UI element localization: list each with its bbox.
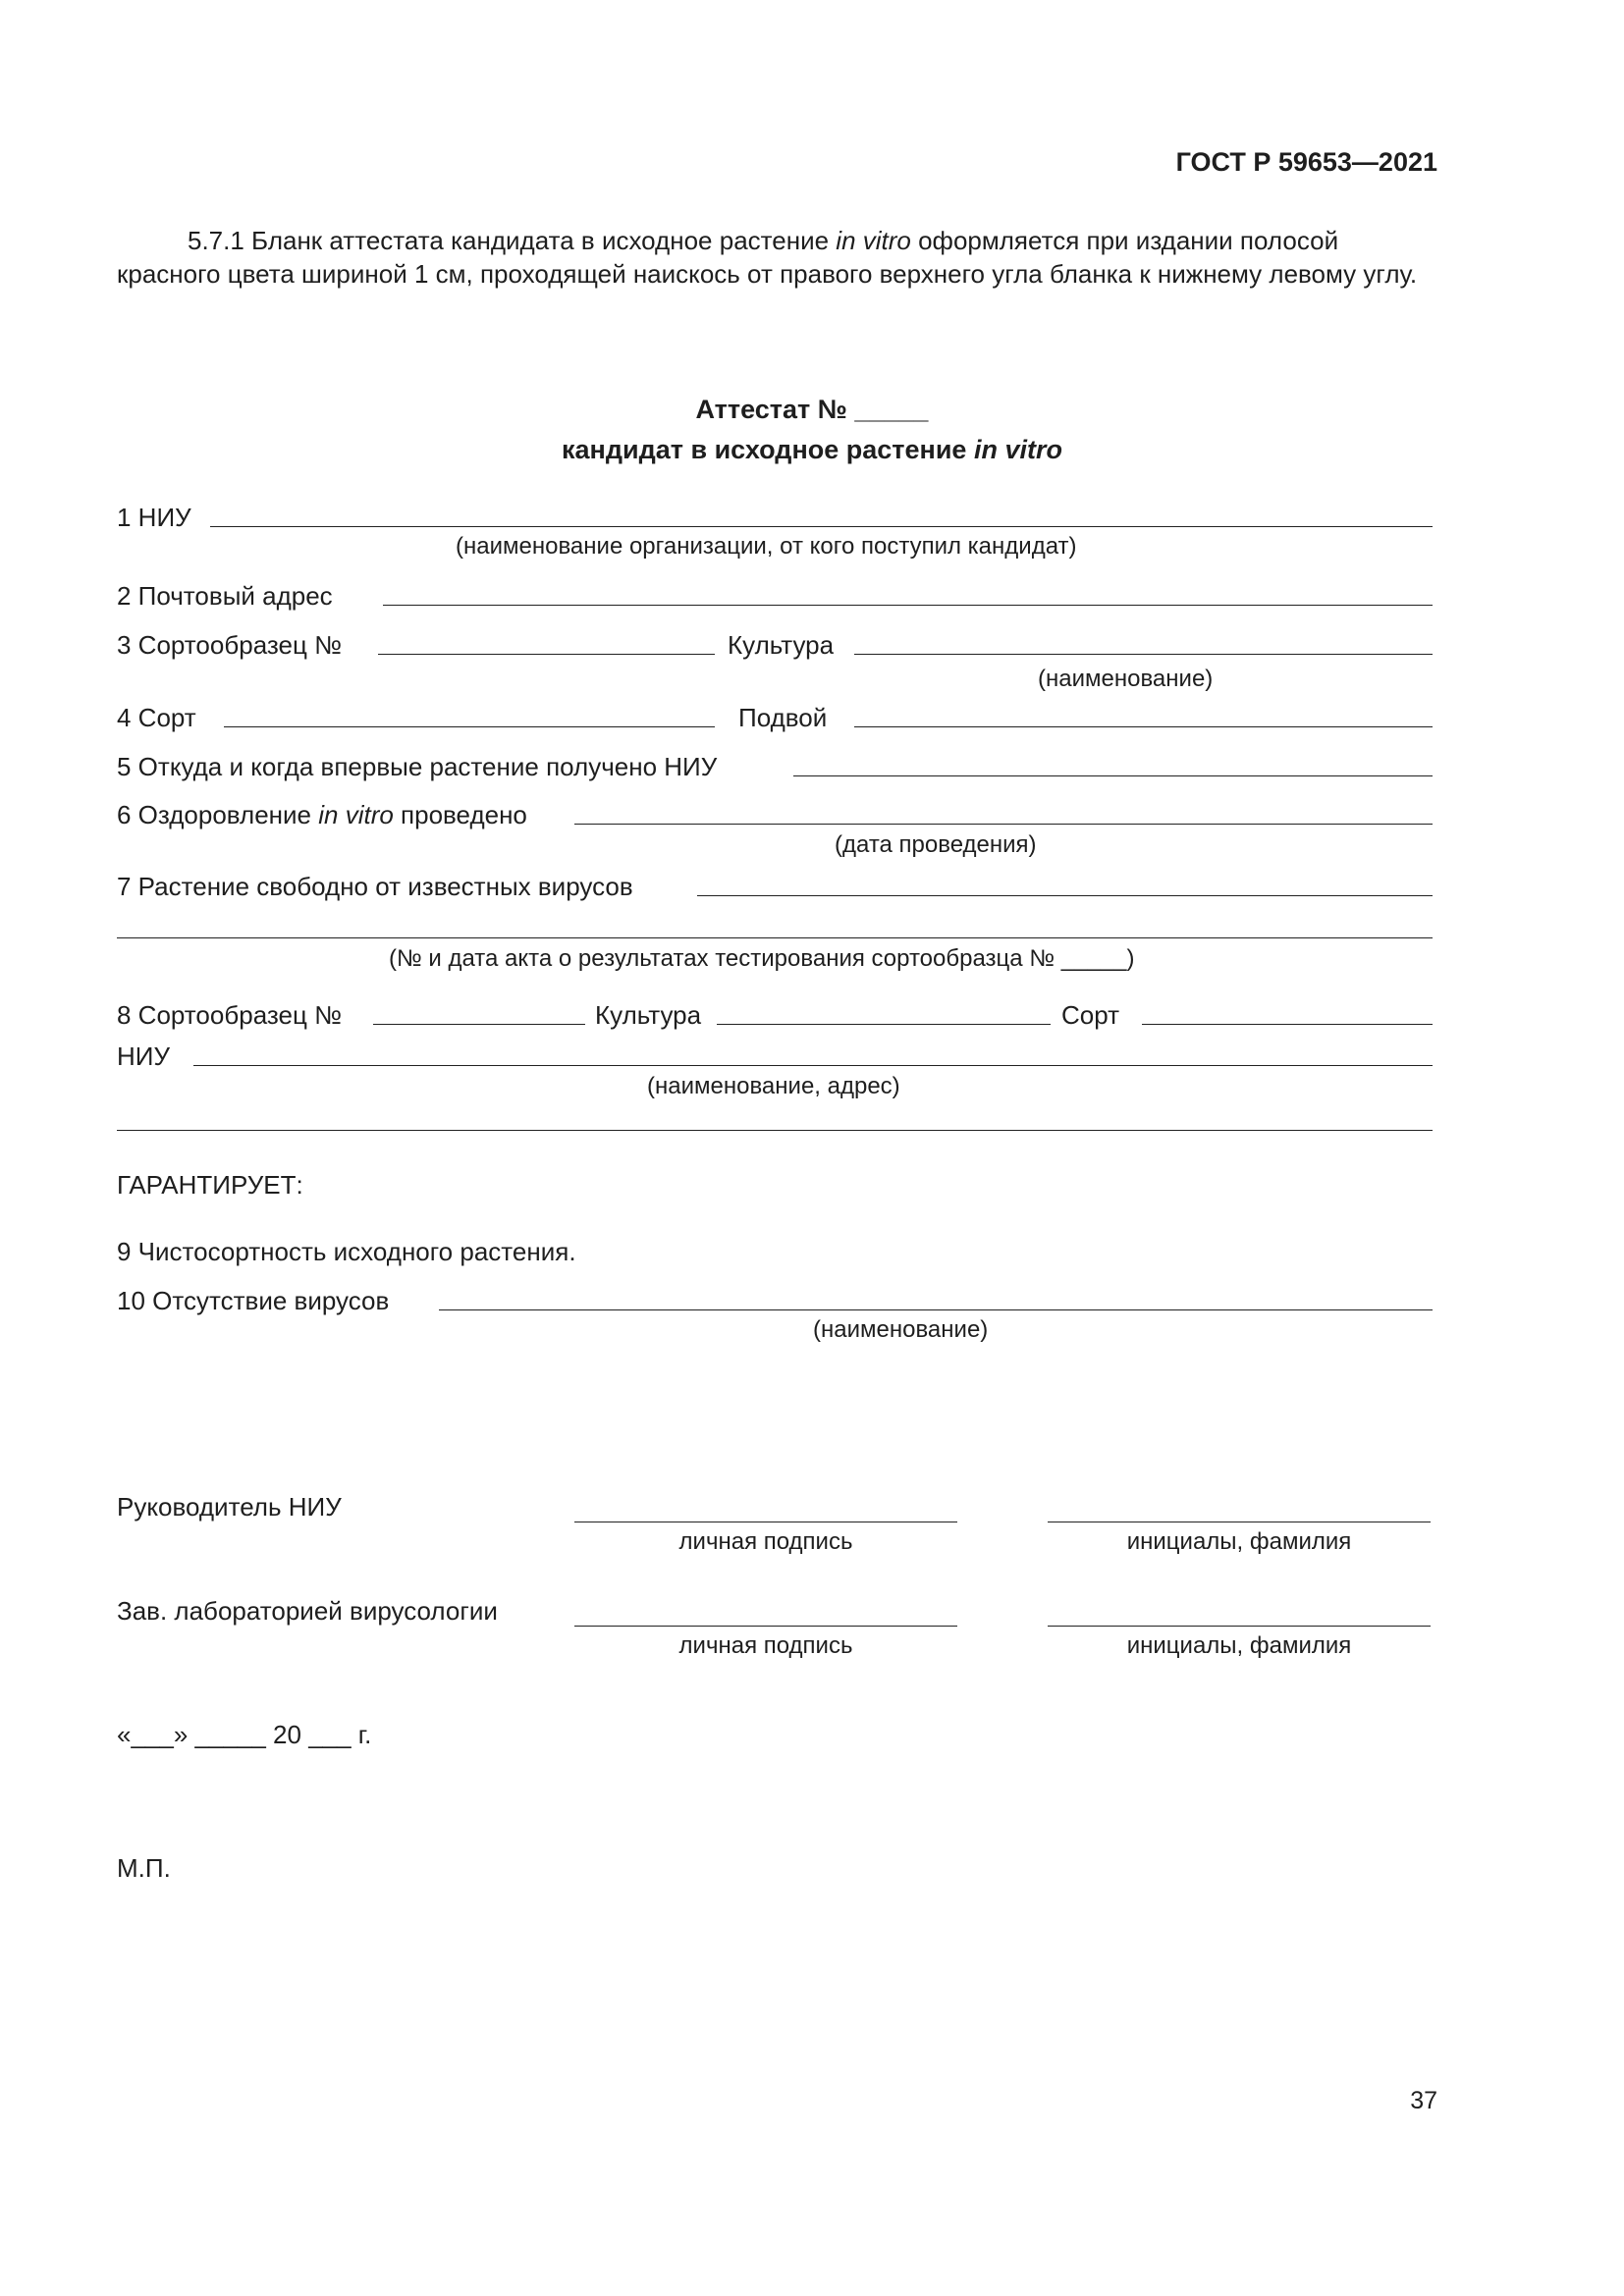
- signature-role-lab: Зав. лабораторией вирусологии: [117, 1596, 498, 1626]
- guarantee-heading: ГАРАНТИРУЕТ:: [117, 1170, 303, 1200]
- form-title: Аттестат № _____: [695, 395, 929, 424]
- intro-paragraph: 5.7.1 Бланк аттестата кандидата в исходное растение in vitro оформляется при издании полосой красного цвета шириной 1 см, проходящей наискось от правого верхнего угла бланка к нижнему левому углу.: [117, 226, 1418, 289]
- signature-caption-lab: личная подпись: [678, 1632, 853, 1659]
- name-caption-lab: инициалы, фамилия: [1126, 1632, 1352, 1659]
- name-caption-head: инициалы, фамилия: [1126, 1528, 1352, 1555]
- field-8-extra-line[interactable]: [117, 1130, 1433, 1131]
- field-4-rootstock-label: Подвой: [738, 703, 828, 732]
- field-3-label: 3 Сортообразец №: [117, 630, 342, 660]
- form-subtitle: кандидат в исходное растение in vitro: [562, 435, 1062, 464]
- field-4-rootstock-line[interactable]: [854, 726, 1433, 727]
- field-7-caption: (№ и дата акта о результатах тестирования сортообразца № _____): [389, 945, 1135, 972]
- name-line-lab[interactable]: [1048, 1626, 1431, 1627]
- field-5-label: 5 Откуда и когда впервые растение получено НИУ: [117, 752, 718, 781]
- field-8-niu-line[interactable]: [193, 1065, 1433, 1066]
- field-3-culture-line[interactable]: [854, 654, 1433, 655]
- field-7-label: 7 Растение свободно от известных вирусов: [117, 872, 633, 901]
- field-10-line[interactable]: [439, 1309, 1433, 1310]
- field-1-label: 1 НИУ: [117, 503, 191, 532]
- stamp-mark: М.П.: [117, 1853, 171, 1883]
- field-3-culture-label: Культура: [728, 630, 835, 660]
- field-8-number-line[interactable]: [373, 1024, 585, 1025]
- field-5-line[interactable]: [793, 775, 1433, 776]
- field-7-extra-line[interactable]: [117, 937, 1433, 938]
- date-line: «___» _____ 20 ___ г.: [117, 1720, 372, 1749]
- page-number: 37: [1410, 2087, 1437, 2114]
- field-10-caption: (наименование): [813, 1316, 989, 1343]
- field-8-niu-label: НИУ: [117, 1041, 170, 1071]
- field-6-label: 6 Оздоровление in vitro проведено: [117, 800, 527, 829]
- field-9-text: 9 Чистосортность исходного растения.: [117, 1237, 576, 1266]
- field-10-label: 10 Отсутствие вирусов: [117, 1286, 390, 1315]
- field-1-line[interactable]: [210, 526, 1433, 527]
- signature-line-lab[interactable]: [574, 1626, 957, 1627]
- field-6-line[interactable]: [574, 824, 1433, 825]
- field-8-culture-label: Культура: [595, 1000, 702, 1030]
- field-4-label: 4 Сорт: [117, 703, 196, 732]
- field-1-caption: (наименование организации, от кого поступил кандидат): [456, 533, 1077, 560]
- field-8-sort-line[interactable]: [1142, 1024, 1433, 1025]
- field-8-label: 8 Сортообразец №: [117, 1000, 342, 1030]
- field-2-label: 2 Почтовый адрес: [117, 581, 333, 611]
- field-2-line[interactable]: [383, 605, 1433, 606]
- field-7-line[interactable]: [697, 895, 1433, 896]
- signature-caption-head: личная подпись: [678, 1528, 853, 1555]
- field-8-culture-line[interactable]: [717, 1024, 1051, 1025]
- standard-header: ГОСТ Р 59653—2021: [1175, 147, 1437, 177]
- field-8-sort-label: Сорт: [1061, 1000, 1120, 1030]
- field-8-caption: (наименование, адрес): [647, 1073, 900, 1099]
- signature-role-head: Руководитель НИУ: [117, 1492, 342, 1522]
- field-6-caption: (дата проведения): [835, 831, 1037, 858]
- field-3-number-line[interactable]: [378, 654, 715, 655]
- field-4-sort-line[interactable]: [224, 726, 715, 727]
- field-3-caption: (наименование): [1038, 666, 1214, 692]
